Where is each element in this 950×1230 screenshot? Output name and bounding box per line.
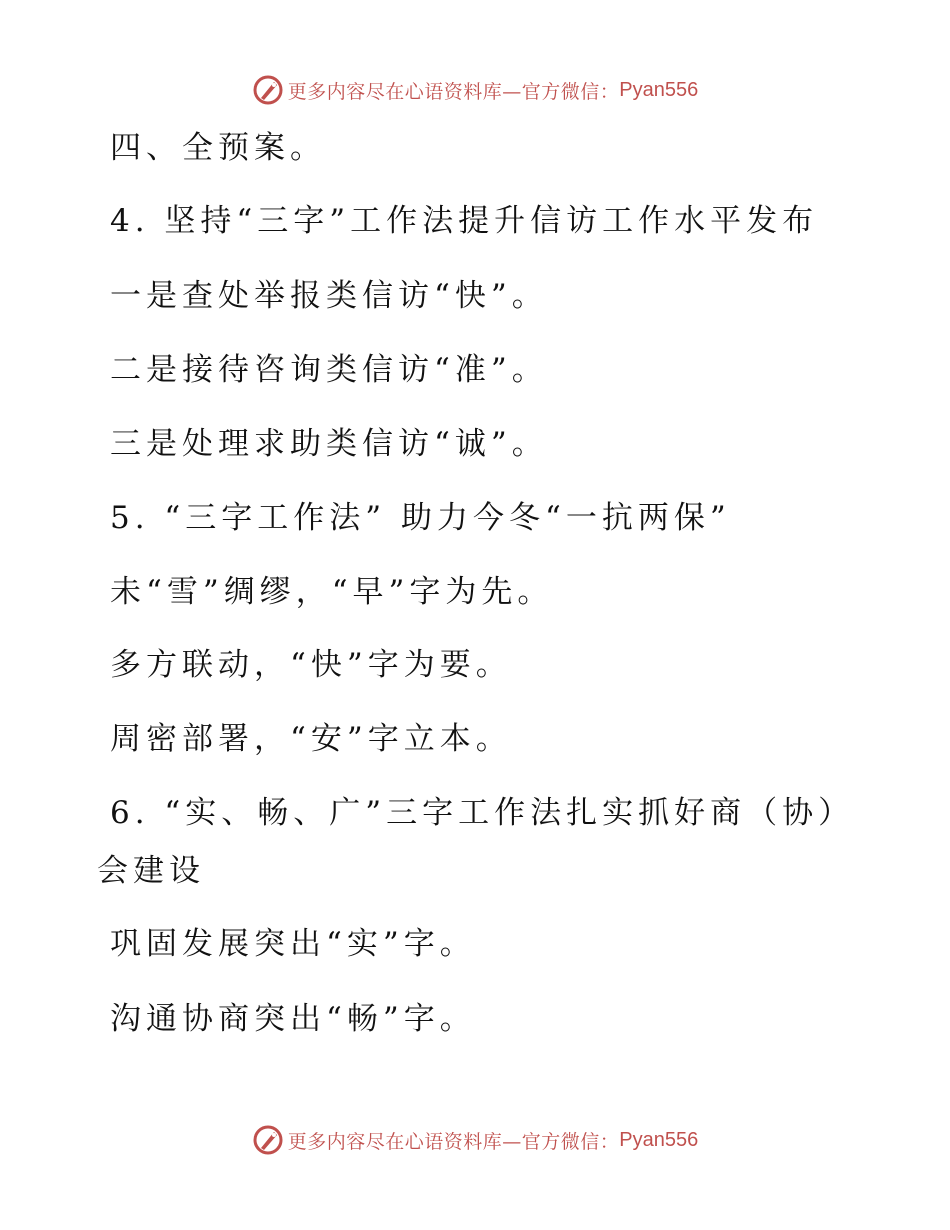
header-banner xyxy=(0,70,950,110)
body-line: 沟通协商突出“畅”字。 xyxy=(110,1001,476,1037)
body-line: 四、全预案。 xyxy=(110,130,326,166)
body-line: 未“雪”绸缪，“早”字为先。 xyxy=(110,574,554,610)
pen-logo-icon xyxy=(252,74,284,106)
banner-text: 更多内容尽在心语资料库—官方微信： xyxy=(287,1130,620,1153)
body-line: 周密部署，“安”字立本。 xyxy=(110,721,512,757)
body-line: 一是查处举报类信访“快”。 xyxy=(110,278,548,314)
footer-banner xyxy=(0,1120,950,1160)
body-line: 巩固发展突出“实”字。 xyxy=(110,926,476,962)
body-line: 三是处理求助类信访“诚”。 xyxy=(110,426,548,462)
body-line: 6. “实、畅、广”三字工作法扎实抓好商（协） xyxy=(110,795,855,831)
banner-wechat-id: Pyan556 xyxy=(619,1128,699,1151)
body-line: 多方联动，“快”字为要。 xyxy=(110,647,512,683)
body-line: 5. “三字工作法” 助力今冬“一抗两保” xyxy=(110,500,731,536)
body-line: 会建设 xyxy=(97,853,205,889)
banner-wechat-id: Pyan556 xyxy=(619,78,699,101)
banner-text: 更多内容尽在心语资料库—官方微信： xyxy=(287,80,620,103)
pen-logo-icon xyxy=(252,1124,284,1156)
body-line: 4. 坚持“三字”工作法提升信访工作水平发布 xyxy=(110,203,819,239)
body-line: 二是接待咨询类信访“准”。 xyxy=(110,352,548,388)
